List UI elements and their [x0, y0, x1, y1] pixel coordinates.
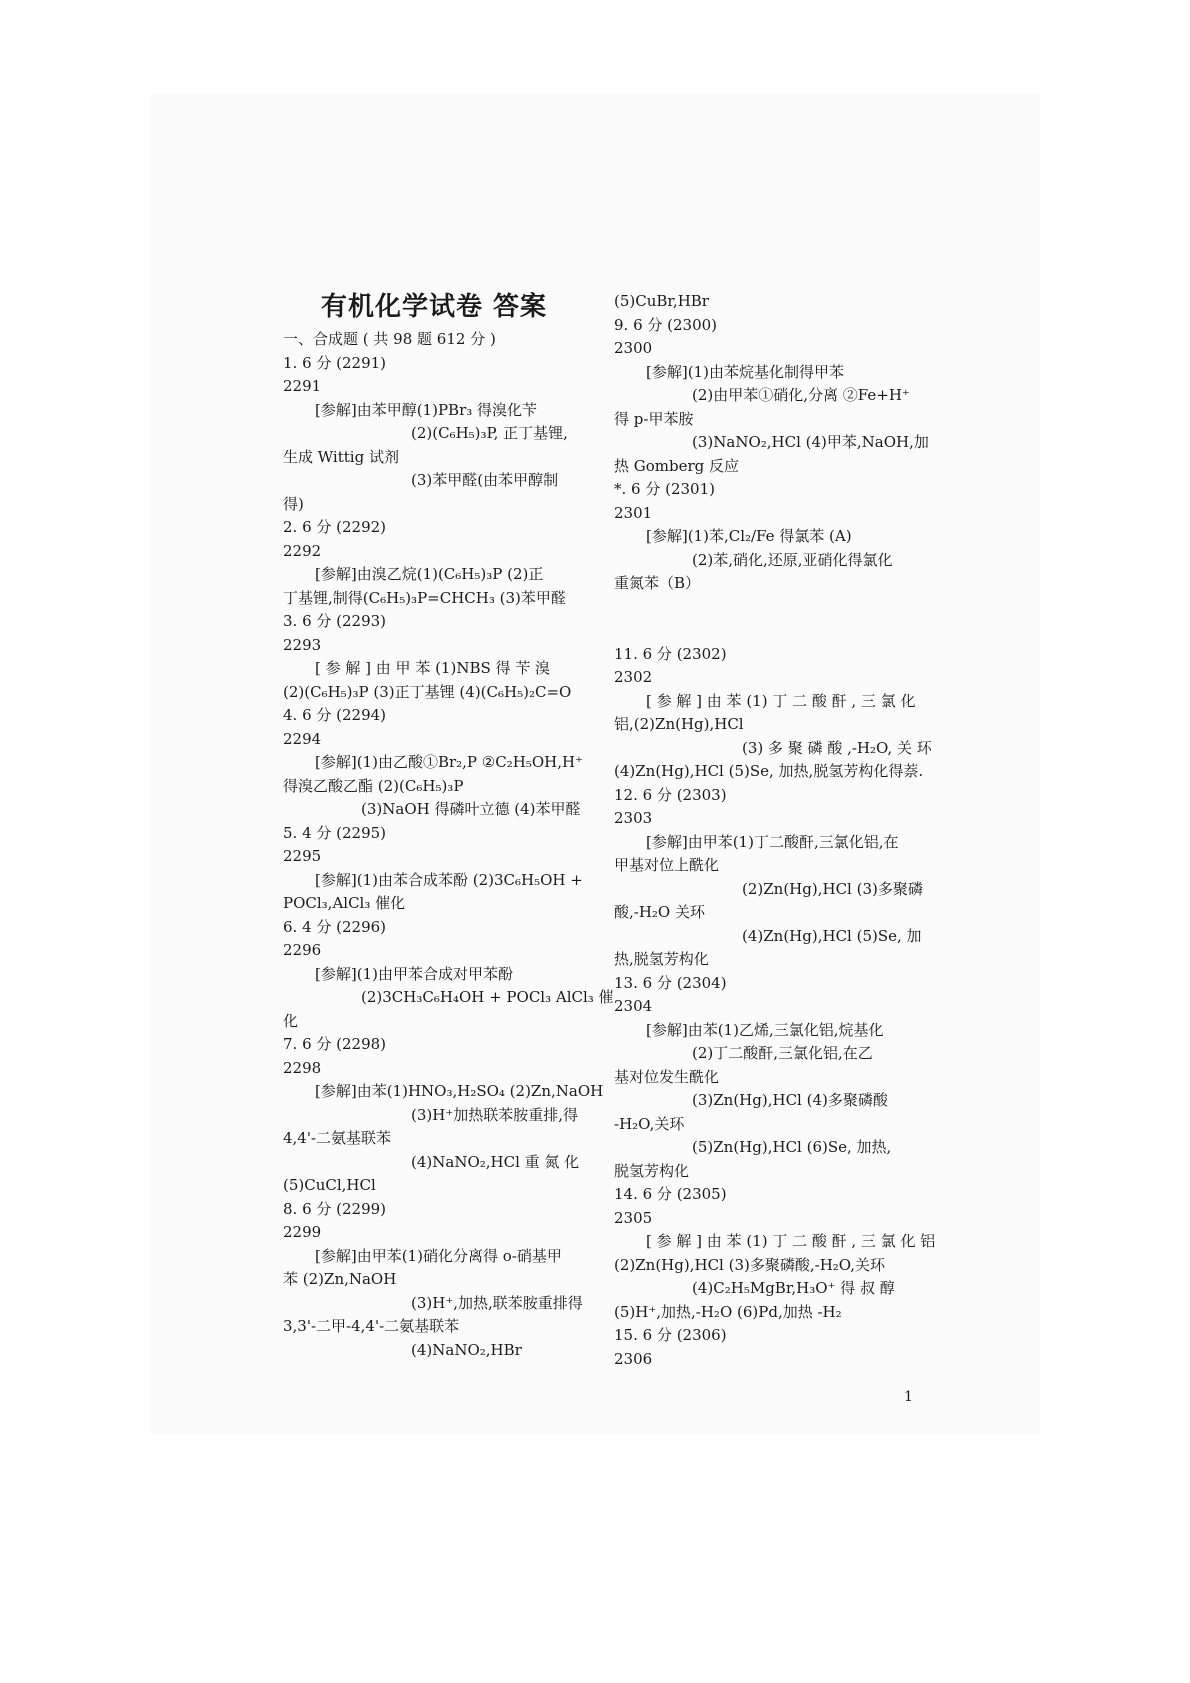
answer-line: (2)(C₆H₅)₃P, 正丁基锂, — [411, 424, 568, 442]
answer-line: 14. 6 分 (2305) — [614, 1185, 727, 1203]
answer-line: 生成 Wittig 试剂 — [283, 447, 399, 466]
right-answer-list — [614, 290, 936, 1371]
answer-line: 2. 6 分 (2292) — [283, 518, 387, 536]
answer-line: -H₂O,关环 — [614, 1114, 685, 1133]
answer-line: (4)NaNO₂,HBr — [411, 1340, 522, 1359]
left-answer-list — [283, 328, 614, 1362]
answer-line: 重氮苯（B） — [614, 574, 701, 592]
answer-line: 化 — [283, 1011, 299, 1030]
answer-line: (2)由甲苯①硝化,分离 ②Fe+H⁺ — [692, 386, 910, 404]
answer-line: [参解]由苯甲醇(1)PBr₃ 得溴化苄 — [315, 400, 538, 419]
answer-line: (3) 多 聚 磷 酸 ,-H₂O, 关 环 — [742, 738, 932, 757]
answer-line: (5)Zn(Hg),HCl (6)Se, 加热, — [692, 1138, 892, 1156]
answer-line: [参解](1)由苯烷基化制得甲苯 — [646, 362, 844, 381]
answer-line: 丁基锂,制得(C₆H₅)₃P=CHCH₃ (3)苯甲醛 — [283, 588, 566, 607]
answer-line: 15. 6 分 (2306) — [614, 1326, 727, 1344]
answer-line: 2293 — [283, 635, 322, 654]
answer-line: (4)Zn(Hg),HCl (5)Se, 加 — [742, 926, 922, 945]
answer-line: (3)H⁺加热联苯胺重排,得 — [411, 1105, 579, 1124]
page-number: 1 — [904, 1389, 913, 1405]
answer-line: [参解](1)苯,Cl₂/Fe 得氯苯 (A) — [646, 527, 852, 545]
answer-line: 基对位发生酰化 — [614, 1067, 720, 1086]
answer-line: POCl₃,AlCl₃ 催化 — [283, 894, 406, 912]
left-column — [283, 290, 614, 1362]
answer-line: 2294 — [283, 729, 322, 748]
document-title: 有机化学试卷 答案 — [320, 292, 548, 322]
answer-line: [参解](1)由甲苯合成对甲苯酚 — [315, 964, 513, 983]
answer-line: 2301 — [614, 503, 653, 522]
answer-line: 酸,-H₂O 关环 — [614, 903, 705, 921]
answer-line: (3)Zn(Hg),HCl (4)多聚磷酸 — [692, 1091, 888, 1109]
answer-line: 热 Gomberg 反应 — [614, 456, 740, 475]
answer-line: (5)H⁺,加热,-H₂O (6)Pd,加热 -H₂ — [614, 1302, 842, 1321]
answer-line: 苯 (2)Zn,NaOH — [283, 1270, 397, 1288]
answer-line: (4)NaNO₂,HCl 重 氮 化 — [411, 1152, 580, 1171]
answer-line: [ 参 解 ] 由 甲 苯 (1)NBS 得 苄 溴 — [315, 659, 551, 677]
answer-line: [参解](1)由乙酸①Br₂,P ②C₂H₅OH,H⁺ — [315, 753, 583, 771]
answer-line: 6. 4 分 (2296) — [283, 917, 387, 936]
answer-line: 8. 6 分 (2299) — [283, 1199, 387, 1218]
answer-line: 2300 — [614, 339, 653, 357]
answer-line: 铝,(2)Zn(Hg),HCl — [614, 715, 744, 733]
answer-line: 2298 — [283, 1058, 322, 1077]
answer-line: (4)C₂H₅MgBr,H₃O⁺ 得 叔 醇 — [692, 1279, 895, 1297]
answer-line: 9. 6 分 (2300) — [614, 315, 718, 334]
answer-line: 7. 6 分 (2298) — [283, 1035, 387, 1053]
answer-line: 2302 — [614, 668, 653, 686]
answer-line: (2)(C₆H₅)₃P (3)正丁基锂 (4)(C₆H₅)₂C=O — [283, 682, 572, 701]
answer-line: 4. 6 分 (2294) — [283, 706, 387, 724]
answer-line: (3)苯甲醛(由苯甲醇制 — [411, 471, 559, 489]
answer-line: [ 参 解 ] 由 苯 (1) 丁 二 酸 酐 , 三 氯 化 — [646, 691, 916, 710]
answer-line: (5)CuCl,HCl — [283, 1176, 376, 1194]
blank-gap — [614, 596, 916, 643]
answer-line: (2)苯,硝化,还原,亚硝化得氯化 — [692, 550, 893, 569]
right-column — [614, 290, 936, 1371]
answer-line: (2)3CH₃C₆H₄OH + POCl₃ AlCl₃ 催 — [361, 988, 614, 1006]
answer-line: 2306 — [614, 1349, 653, 1368]
answer-line: [参解]由苯(1)HNO₃,H₂SO₄ (2)Zn,NaOH — [315, 1082, 604, 1100]
answer-line: [参解]由苯(1)乙烯,三氯化铝,烷基化 — [646, 1020, 884, 1039]
answer-line: 热,脱氢芳构化 — [614, 950, 709, 968]
answer-line: [参解]由溴乙烷(1)(C₆H₅)₃P (2)正 — [315, 565, 544, 583]
answer-line: 一、合成题 ( 共 98 题 612 分 ) — [283, 330, 496, 348]
answer-line: 2292 — [283, 541, 322, 560]
answer-line: [参解]由甲苯(1)丁二酸酐,三氯化铝,在 — [646, 832, 899, 851]
answer-line: 脱氢芳构化 — [614, 1161, 690, 1180]
answer-line: (3)H⁺,加热,联苯胺重排得 — [411, 1293, 583, 1312]
answer-line: [参解](1)由苯合成苯酚 (2)3C₆H₅OH + — [315, 870, 583, 889]
answer-line: 4,4'-二氨基联苯 — [283, 1129, 392, 1147]
answer-line: [ 参 解 ] 由 苯 (1) 丁 二 酸 酐 , 三 氯 化 铝 — [646, 1232, 936, 1250]
answer-line: 2303 — [614, 809, 653, 827]
answer-line: 得) — [283, 494, 304, 513]
answer-line: 3,3'-二甲-4,4'-二氨基联苯 — [283, 1317, 460, 1335]
answer-line: (2)Zn(Hg),HCl (3)多聚磷 — [742, 879, 923, 898]
answer-line: (2)丁二酸酐,三氯化铝,在乙 — [692, 1044, 873, 1062]
answer-line: (4)Zn(Hg),HCl (5)Se, 加热,脱氢芳构化得萘. — [614, 762, 924, 780]
answer-line: 2299 — [283, 1223, 322, 1241]
answer-line: 2304 — [614, 997, 653, 1015]
answer-line: 3. 6 分 (2293) — [283, 612, 387, 630]
answer-line: (3)NaNO₂,HCl (4)甲苯,NaOH,加 — [692, 433, 929, 451]
answer-line: *. 6 分 (2301) — [614, 480, 715, 498]
answer-line: 2291 — [283, 377, 322, 395]
answer-line: [参解]由甲苯(1)硝化分离得 o-硝基甲 — [315, 1246, 562, 1265]
answer-line: (2)Zn(Hg),HCl (3)多聚磷酸,-H₂O,关环 — [614, 1255, 885, 1274]
answer-line: (3)NaOH 得磷叶立德 (4)苯甲醛 — [361, 800, 581, 818]
answer-line: 甲基对位上酰化 — [614, 856, 720, 874]
answer-line: (5)CuBr,HBr — [614, 292, 709, 310]
answer-line: 13. 6 分 (2304) — [614, 973, 727, 992]
answer-line: 5. 4 分 (2295) — [283, 823, 387, 842]
answer-line: 2305 — [614, 1208, 653, 1227]
answer-line: 12. 6 分 (2303) — [614, 785, 727, 804]
answer-line: 1. 6 分 (2291) — [283, 353, 387, 372]
answer-line: 11. 6 分 (2302) — [614, 644, 727, 663]
answer-line: 得溴乙酸乙酯 (2)(C₆H₅)₃P — [283, 776, 464, 795]
answer-line: 得 p-甲苯胺 — [614, 409, 694, 428]
answer-line: 2295 — [283, 847, 322, 865]
answer-line: 2296 — [283, 941, 322, 959]
